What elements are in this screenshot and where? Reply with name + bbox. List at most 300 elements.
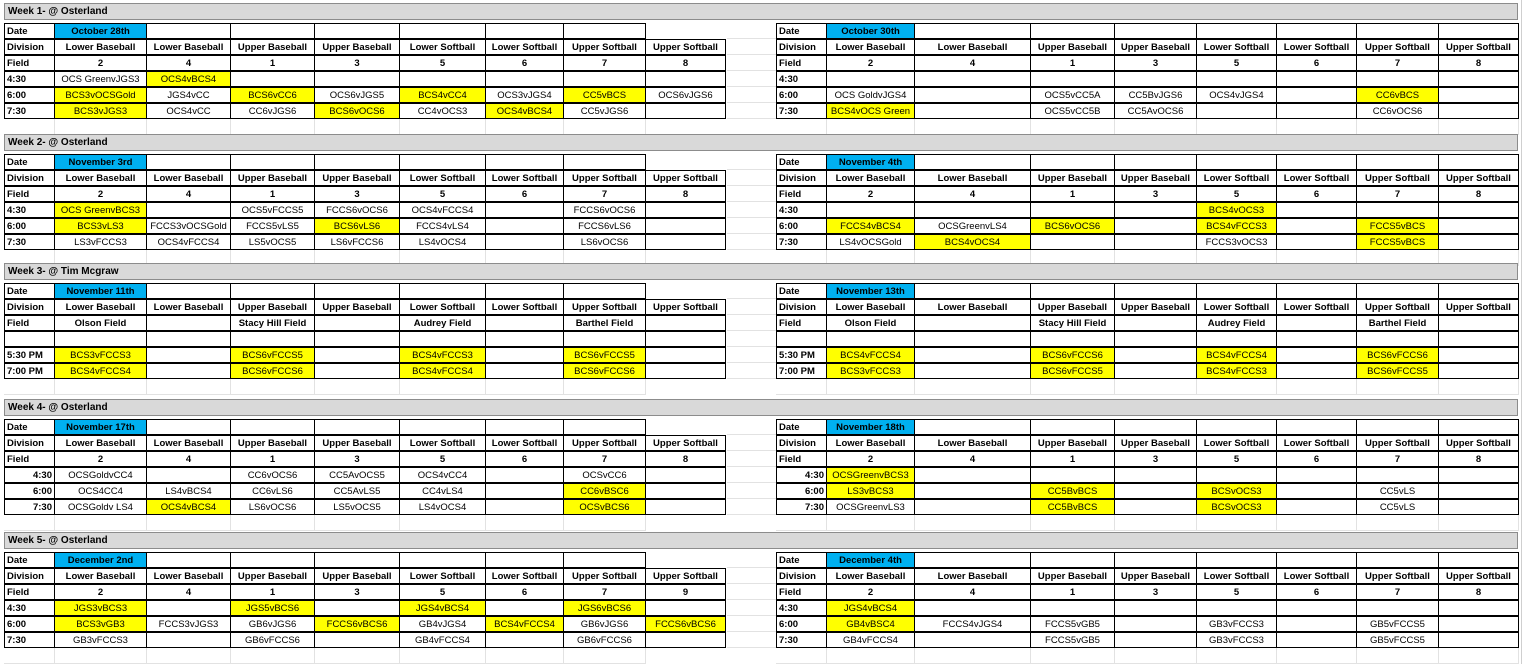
game-cell[interactable]: BCS6vCC6 <box>230 87 315 103</box>
game-cell[interactable]: LS5vOCS5 <box>230 234 315 250</box>
field-number[interactable]: 4 <box>146 451 231 467</box>
blank-cell[interactable] <box>727 600 777 616</box>
time-slot[interactable]: 4:30 <box>4 600 55 616</box>
game-cell[interactable]: GB6vFCCS6 <box>563 632 646 648</box>
blank-cell[interactable] <box>776 379 827 395</box>
game-cell[interactable]: GB4vFCCS4 <box>399 632 486 648</box>
blank-cell[interactable] <box>776 648 827 664</box>
division-header[interactable]: Lower Softball <box>399 568 486 584</box>
field-number[interactable]: 7 <box>563 584 646 600</box>
blank-cell[interactable] <box>1276 515 1357 531</box>
time-slot[interactable]: 4:30 <box>4 71 55 87</box>
game-cell[interactable]: JGS4vBCS4 <box>399 600 486 616</box>
blank-cell[interactable] <box>563 119 646 135</box>
game-cell[interactable]: BCS4vOCS Green <box>826 103 915 119</box>
field-number[interactable]: 3 <box>1114 451 1197 467</box>
field-number[interactable]: Audrey Field <box>1196 315 1277 331</box>
blank-cell[interactable] <box>1196 379 1277 395</box>
division-header[interactable]: Upper Softball <box>1356 170 1439 186</box>
field-number[interactable]: 2 <box>826 451 915 467</box>
field-number[interactable]: 3 <box>314 186 400 202</box>
blank-cell[interactable] <box>399 154 486 170</box>
game-cell[interactable] <box>1196 600 1277 616</box>
blank-cell[interactable] <box>1438 419 1519 435</box>
blank-cell[interactable] <box>230 154 315 170</box>
division-header[interactable]: Lower Softball <box>1276 568 1357 584</box>
field-number[interactable]: 3 <box>1114 186 1197 202</box>
game-cell[interactable] <box>1276 234 1357 250</box>
blank-cell[interactable] <box>1196 23 1277 39</box>
division-header[interactable]: Upper Softball <box>1438 568 1519 584</box>
division-header[interactable]: Lower Baseball <box>826 568 915 584</box>
game-cell[interactable]: GB4vFCCS4 <box>826 632 915 648</box>
field-number[interactable]: 5 <box>399 584 486 600</box>
field-number[interactable] <box>485 315 564 331</box>
time-slot[interactable]: 6:00 <box>4 87 55 103</box>
division-header[interactable]: Upper Baseball <box>230 568 315 584</box>
game-cell[interactable] <box>1438 71 1519 87</box>
blank-cell[interactable] <box>485 379 564 395</box>
game-cell[interactable]: GB3vFCCS3 <box>54 632 147 648</box>
game-cell[interactable] <box>1356 600 1439 616</box>
game-cell[interactable] <box>485 499 564 515</box>
game-cell[interactable] <box>1276 467 1357 483</box>
blank-cell[interactable] <box>727 87 777 103</box>
game-cell[interactable]: BCS4vFCCS3 <box>399 347 486 363</box>
date-label[interactable]: Date <box>776 419 827 435</box>
game-cell[interactable]: OCS3vJGS4 <box>485 87 564 103</box>
blank-cell[interactable] <box>727 299 777 315</box>
blank-cell[interactable] <box>314 23 400 39</box>
blank-cell[interactable] <box>54 515 147 531</box>
division-header[interactable]: Upper Baseball <box>1114 299 1197 315</box>
date-label[interactable]: Date <box>4 23 55 39</box>
division-header[interactable]: Lower Softball <box>1196 435 1277 451</box>
time-slot[interactable]: 7:30 <box>776 103 827 119</box>
blank-cell[interactable] <box>1196 552 1277 568</box>
game-cell[interactable] <box>1030 331 1115 347</box>
blank-cell[interactable] <box>399 283 486 299</box>
field-number[interactable] <box>914 315 1031 331</box>
time-slot[interactable]: 7:30 <box>4 632 55 648</box>
division-header[interactable]: Upper Baseball <box>314 299 400 315</box>
game-cell[interactable] <box>1114 616 1197 632</box>
blank-cell[interactable] <box>727 218 777 234</box>
time-slot[interactable]: 7:30 <box>776 632 827 648</box>
date-header[interactable]: October 30th <box>826 23 915 39</box>
division-header[interactable]: Lower Baseball <box>54 39 147 55</box>
game-cell[interactable] <box>1114 483 1197 499</box>
game-cell[interactable]: OCS4vCC <box>146 103 231 119</box>
game-cell[interactable] <box>146 600 231 616</box>
game-cell[interactable]: BCSvOCS3 <box>1196 499 1277 515</box>
date-header[interactable]: November 3rd <box>54 154 147 170</box>
time-slot[interactable]: 7:30 <box>4 103 55 119</box>
blank-cell[interactable] <box>1356 154 1439 170</box>
game-cell[interactable]: FCCS3vJGS3 <box>146 616 231 632</box>
game-cell[interactable]: OCS6vJGS6 <box>645 87 726 103</box>
division-header[interactable]: Upper Baseball <box>1030 299 1115 315</box>
game-cell[interactable] <box>1196 331 1277 347</box>
blank-cell[interactable] <box>1030 283 1115 299</box>
blank-cell[interactable] <box>314 419 400 435</box>
division-header[interactable]: Upper Softball <box>1438 435 1519 451</box>
date-label[interactable]: Date <box>4 154 55 170</box>
game-cell[interactable] <box>645 467 726 483</box>
game-cell[interactable] <box>645 363 726 379</box>
division-header[interactable]: Upper Softball <box>1438 39 1519 55</box>
game-cell[interactable]: OCS GreenvBCS3 <box>54 202 147 218</box>
blank-cell[interactable] <box>314 515 400 531</box>
division-header[interactable]: Upper Baseball <box>314 568 400 584</box>
division-label[interactable]: Division <box>776 299 827 315</box>
field-number[interactable]: 3 <box>314 451 400 467</box>
blank-cell[interactable] <box>146 552 231 568</box>
game-cell[interactable] <box>645 218 726 234</box>
game-cell[interactable]: BCS6vLS6 <box>314 218 400 234</box>
blank-cell[interactable] <box>1196 419 1277 435</box>
blank-cell[interactable] <box>1276 283 1357 299</box>
game-cell[interactable] <box>1276 632 1357 648</box>
game-cell[interactable] <box>1438 483 1519 499</box>
blank-cell[interactable] <box>485 154 564 170</box>
game-cell[interactable] <box>645 632 726 648</box>
field-number[interactable]: 6 <box>1276 186 1357 202</box>
game-cell[interactable] <box>914 483 1031 499</box>
game-cell[interactable] <box>146 347 231 363</box>
date-header[interactable]: December 4th <box>826 552 915 568</box>
blank-cell[interactable] <box>485 283 564 299</box>
blank-cell[interactable] <box>727 103 777 119</box>
field-number[interactable]: 2 <box>54 186 147 202</box>
blank-cell[interactable] <box>1356 379 1439 395</box>
division-header[interactable]: Upper Softball <box>563 299 646 315</box>
game-cell[interactable]: OCS5vCC5B <box>1030 103 1115 119</box>
game-cell[interactable]: FCCS6vBCS6 <box>314 616 400 632</box>
blank-cell[interactable] <box>1114 154 1197 170</box>
blank-cell[interactable] <box>727 55 777 71</box>
field-number[interactable]: 6 <box>1276 451 1357 467</box>
game-cell[interactable]: OCS5vCC5A <box>1030 87 1115 103</box>
week-title-bar[interactable]: Week 1- @ Osterland <box>4 3 1518 20</box>
game-cell[interactable] <box>1276 103 1357 119</box>
division-header[interactable]: Upper Softball <box>645 39 726 55</box>
division-header[interactable]: Lower Softball <box>485 299 564 315</box>
division-header[interactable]: Lower Baseball <box>826 435 915 451</box>
division-label[interactable]: Division <box>4 299 55 315</box>
game-cell[interactable] <box>1196 467 1277 483</box>
date-label[interactable]: Date <box>776 23 827 39</box>
game-cell[interactable] <box>1114 218 1197 234</box>
blank-cell[interactable] <box>1276 23 1357 39</box>
blank-cell[interactable] <box>1276 648 1357 664</box>
division-header[interactable]: Upper Baseball <box>1114 170 1197 186</box>
game-cell[interactable] <box>914 202 1031 218</box>
blank-cell[interactable] <box>1196 515 1277 531</box>
division-header[interactable]: Upper Baseball <box>314 170 400 186</box>
blank-cell[interactable] <box>727 170 777 186</box>
field-number[interactable]: 5 <box>399 55 486 71</box>
blank-cell[interactable] <box>314 154 400 170</box>
field-number[interactable]: Olson Field <box>54 315 147 331</box>
game-cell[interactable]: OCSGoldvCC4 <box>54 467 147 483</box>
game-cell[interactable]: GB6vJGS6 <box>230 616 315 632</box>
game-cell[interactable]: CC5AvOCS6 <box>1114 103 1197 119</box>
game-cell[interactable]: BCS6vOCS6 <box>1030 218 1115 234</box>
game-cell[interactable] <box>1356 202 1439 218</box>
game-cell[interactable]: GB5vFCCS5 <box>1356 632 1439 648</box>
blank-cell[interactable] <box>826 648 915 664</box>
blank-cell[interactable] <box>314 119 400 135</box>
game-cell[interactable]: OCS4vFCCS4 <box>146 234 231 250</box>
game-cell[interactable] <box>230 71 315 87</box>
field-number[interactable]: Barthel Field <box>1356 315 1439 331</box>
game-cell[interactable]: CC5AvOCS5 <box>314 467 400 483</box>
blank-cell[interactable] <box>727 419 777 435</box>
blank-cell[interactable] <box>727 499 777 515</box>
field-number[interactable]: 1 <box>1030 451 1115 467</box>
field-number[interactable]: 6 <box>485 186 564 202</box>
game-cell[interactable] <box>1030 600 1115 616</box>
field-number[interactable]: 8 <box>645 451 726 467</box>
game-cell[interactable] <box>1114 71 1197 87</box>
game-cell[interactable]: FCCS4vLS4 <box>399 218 486 234</box>
game-cell[interactable]: OCSGoldv LS4 <box>54 499 147 515</box>
game-cell[interactable] <box>314 600 400 616</box>
blank-cell[interactable] <box>776 119 827 135</box>
division-header[interactable]: Lower Baseball <box>146 435 231 451</box>
field-number[interactable]: 4 <box>914 584 1031 600</box>
game-cell[interactable] <box>645 499 726 515</box>
game-cell[interactable]: OCSvBCS6 <box>563 499 646 515</box>
game-cell[interactable]: GB4vBSC4 <box>826 616 915 632</box>
game-cell[interactable]: LS5vOCS5 <box>314 499 400 515</box>
game-cell[interactable] <box>914 600 1031 616</box>
division-header[interactable]: Lower Softball <box>1196 299 1277 315</box>
blank-cell[interactable] <box>1196 648 1277 664</box>
game-cell[interactable] <box>314 632 400 648</box>
game-cell[interactable]: BCS6vFCCS6 <box>1030 347 1115 363</box>
field-number[interactable]: 2 <box>54 55 147 71</box>
division-header[interactable]: Lower Softball <box>1276 39 1357 55</box>
game-cell[interactable]: BCSvOCS3 <box>1196 483 1277 499</box>
blank-cell[interactable] <box>727 584 777 600</box>
division-header[interactable]: Upper Baseball <box>230 39 315 55</box>
game-cell[interactable] <box>1114 202 1197 218</box>
blank-cell[interactable] <box>1356 552 1439 568</box>
game-cell[interactable] <box>1438 202 1519 218</box>
game-cell[interactable]: CC6vBSC6 <box>563 483 646 499</box>
game-cell[interactable]: BCS3vOCSGold <box>54 87 147 103</box>
game-cell[interactable]: BCS3vLS3 <box>54 218 147 234</box>
blank-cell[interactable] <box>563 283 646 299</box>
field-number[interactable]: 8 <box>1438 584 1519 600</box>
game-cell[interactable] <box>1276 331 1357 347</box>
blank-cell[interactable] <box>914 23 1031 39</box>
game-cell[interactable]: LS4vOCS4 <box>399 234 486 250</box>
game-cell[interactable] <box>1438 632 1519 648</box>
field-number[interactable]: 5 <box>1196 584 1277 600</box>
blank-cell[interactable] <box>314 552 400 568</box>
field-label[interactable]: Field <box>4 315 55 331</box>
field-number[interactable]: 1 <box>230 451 315 467</box>
field-number[interactable]: 2 <box>826 186 915 202</box>
field-number[interactable]: 8 <box>645 186 726 202</box>
blank-cell[interactable] <box>146 515 231 531</box>
blank-cell[interactable] <box>727 347 777 363</box>
game-cell[interactable]: FCCS4vJGS4 <box>914 616 1031 632</box>
blank-cell[interactable] <box>1356 283 1439 299</box>
game-cell[interactable] <box>914 331 1031 347</box>
division-header[interactable]: Lower Softball <box>1276 299 1357 315</box>
division-header[interactable]: Lower Softball <box>485 170 564 186</box>
blank-cell[interactable] <box>399 552 486 568</box>
field-number[interactable]: 5 <box>1196 451 1277 467</box>
division-header[interactable]: Lower Baseball <box>914 299 1031 315</box>
blank-cell[interactable] <box>485 515 564 531</box>
time-slot[interactable]: 4:30 <box>776 600 827 616</box>
field-number[interactable]: 6 <box>1276 584 1357 600</box>
game-cell[interactable]: BCS4vFCCS4 <box>399 363 486 379</box>
game-cell[interactable] <box>485 363 564 379</box>
field-number[interactable]: 3 <box>314 584 400 600</box>
division-header[interactable]: Lower Baseball <box>914 568 1031 584</box>
blank-cell[interactable] <box>485 119 564 135</box>
field-number[interactable]: 4 <box>146 584 231 600</box>
game-cell[interactable]: OCSvCC6 <box>563 467 646 483</box>
field-number[interactable]: 8 <box>1438 186 1519 202</box>
field-number[interactable]: 4 <box>146 186 231 202</box>
game-cell[interactable] <box>914 347 1031 363</box>
time-slot[interactable]: 7:00 PM <box>4 363 55 379</box>
field-number[interactable]: 6 <box>485 55 564 71</box>
date-header[interactable]: November 11th <box>54 283 147 299</box>
date-header[interactable]: November 4th <box>826 154 915 170</box>
blank-cell[interactable] <box>146 154 231 170</box>
division-header[interactable]: Upper Baseball <box>230 435 315 451</box>
game-cell[interactable] <box>1030 234 1115 250</box>
field-number[interactable]: 6 <box>1276 55 1357 71</box>
blank-cell[interactable] <box>1114 23 1197 39</box>
division-header[interactable]: Upper Softball <box>1356 568 1439 584</box>
division-header[interactable]: Upper Baseball <box>1030 39 1115 55</box>
game-cell[interactable]: CC5BvBCS <box>1030 483 1115 499</box>
blank-cell[interactable] <box>230 552 315 568</box>
blank-cell[interactable] <box>727 435 777 451</box>
game-cell[interactable]: FCCS5vBCS <box>1356 218 1439 234</box>
game-cell[interactable]: LS3vFCCS3 <box>54 234 147 250</box>
division-header[interactable]: Upper Baseball <box>230 299 315 315</box>
division-label[interactable]: Division <box>4 435 55 451</box>
division-header[interactable]: Lower Softball <box>1196 568 1277 584</box>
field-number[interactable] <box>1438 315 1519 331</box>
division-header[interactable]: Upper Baseball <box>1114 568 1197 584</box>
division-header[interactable]: Lower Baseball <box>54 435 147 451</box>
field-number[interactable]: 4 <box>914 186 1031 202</box>
division-header[interactable]: Lower Softball <box>399 39 486 55</box>
field-number[interactable]: 4 <box>146 55 231 71</box>
game-cell[interactable] <box>485 632 564 648</box>
division-label[interactable]: Division <box>776 435 827 451</box>
blank-cell[interactable] <box>914 648 1031 664</box>
game-cell[interactable] <box>914 467 1031 483</box>
field-number[interactable]: Stacy Hill Field <box>1030 315 1115 331</box>
game-cell[interactable] <box>1276 87 1357 103</box>
field-label[interactable]: Field <box>776 584 827 600</box>
game-cell[interactable]: BCS6vFCCS5 <box>1030 363 1115 379</box>
division-header[interactable]: Upper Softball <box>645 299 726 315</box>
field-number[interactable]: 8 <box>645 55 726 71</box>
blank-cell[interactable] <box>727 451 777 467</box>
field-number[interactable]: 6 <box>485 584 564 600</box>
field-label[interactable]: Field <box>4 186 55 202</box>
game-cell[interactable] <box>1438 87 1519 103</box>
field-label[interactable]: Field <box>776 315 827 331</box>
time-slot[interactable] <box>776 331 827 347</box>
field-number[interactable]: 2 <box>54 451 147 467</box>
game-cell[interactable]: LS6vFCCS6 <box>314 234 400 250</box>
game-cell[interactable] <box>1276 202 1357 218</box>
game-cell[interactable]: FCCS5vBCS <box>1356 234 1439 250</box>
game-cell[interactable] <box>1438 363 1519 379</box>
game-cell[interactable] <box>1356 71 1439 87</box>
field-number[interactable]: 9 <box>645 584 726 600</box>
game-cell[interactable] <box>314 347 400 363</box>
game-cell[interactable] <box>485 483 564 499</box>
division-header[interactable]: Upper Softball <box>563 170 646 186</box>
division-header[interactable]: Lower Baseball <box>146 170 231 186</box>
field-number[interactable]: 8 <box>1438 55 1519 71</box>
blank-cell[interactable] <box>914 552 1031 568</box>
division-header[interactable]: Lower Baseball <box>54 568 147 584</box>
game-cell[interactable]: BCS4vFCCS3 <box>1196 218 1277 234</box>
game-cell[interactable] <box>54 331 147 347</box>
game-cell[interactable]: BCS3vFCCS3 <box>54 347 147 363</box>
blank-cell[interactable] <box>1114 552 1197 568</box>
game-cell[interactable]: JGS4vCC <box>146 87 231 103</box>
game-cell[interactable] <box>826 331 915 347</box>
game-cell[interactable]: GB3vFCCS3 <box>1196 632 1277 648</box>
week-title-bar[interactable]: Week 5- @ Osterland <box>4 532 1518 549</box>
blank-cell[interactable] <box>399 23 486 39</box>
game-cell[interactable] <box>485 467 564 483</box>
game-cell[interactable]: OCS GoldvJGS4 <box>826 87 915 103</box>
game-cell[interactable]: FCCS6vBCS6 <box>645 616 726 632</box>
blank-cell[interactable] <box>1356 515 1439 531</box>
game-cell[interactable] <box>485 202 564 218</box>
game-cell[interactable] <box>1438 499 1519 515</box>
game-cell[interactable] <box>645 347 726 363</box>
blank-cell[interactable] <box>914 419 1031 435</box>
game-cell[interactable] <box>1438 103 1519 119</box>
division-header[interactable]: Upper Baseball <box>314 39 400 55</box>
game-cell[interactable] <box>1114 467 1197 483</box>
game-cell[interactable] <box>399 331 486 347</box>
game-cell[interactable]: CC5vBCS <box>563 87 646 103</box>
game-cell[interactable]: OCS4vCC4 <box>399 467 486 483</box>
game-cell[interactable] <box>1438 218 1519 234</box>
blank-cell[interactable] <box>914 379 1031 395</box>
blank-cell[interactable] <box>1030 419 1115 435</box>
blank-cell[interactable] <box>146 119 231 135</box>
blank-cell[interactable] <box>563 23 646 39</box>
game-cell[interactable]: FCCS3vOCS3 <box>1196 234 1277 250</box>
blank-cell[interactable] <box>826 119 915 135</box>
field-number[interactable]: 7 <box>563 451 646 467</box>
game-cell[interactable]: CC5BvBCS <box>1030 499 1115 515</box>
blank-cell[interactable] <box>826 379 915 395</box>
division-header[interactable]: Lower Baseball <box>54 170 147 186</box>
